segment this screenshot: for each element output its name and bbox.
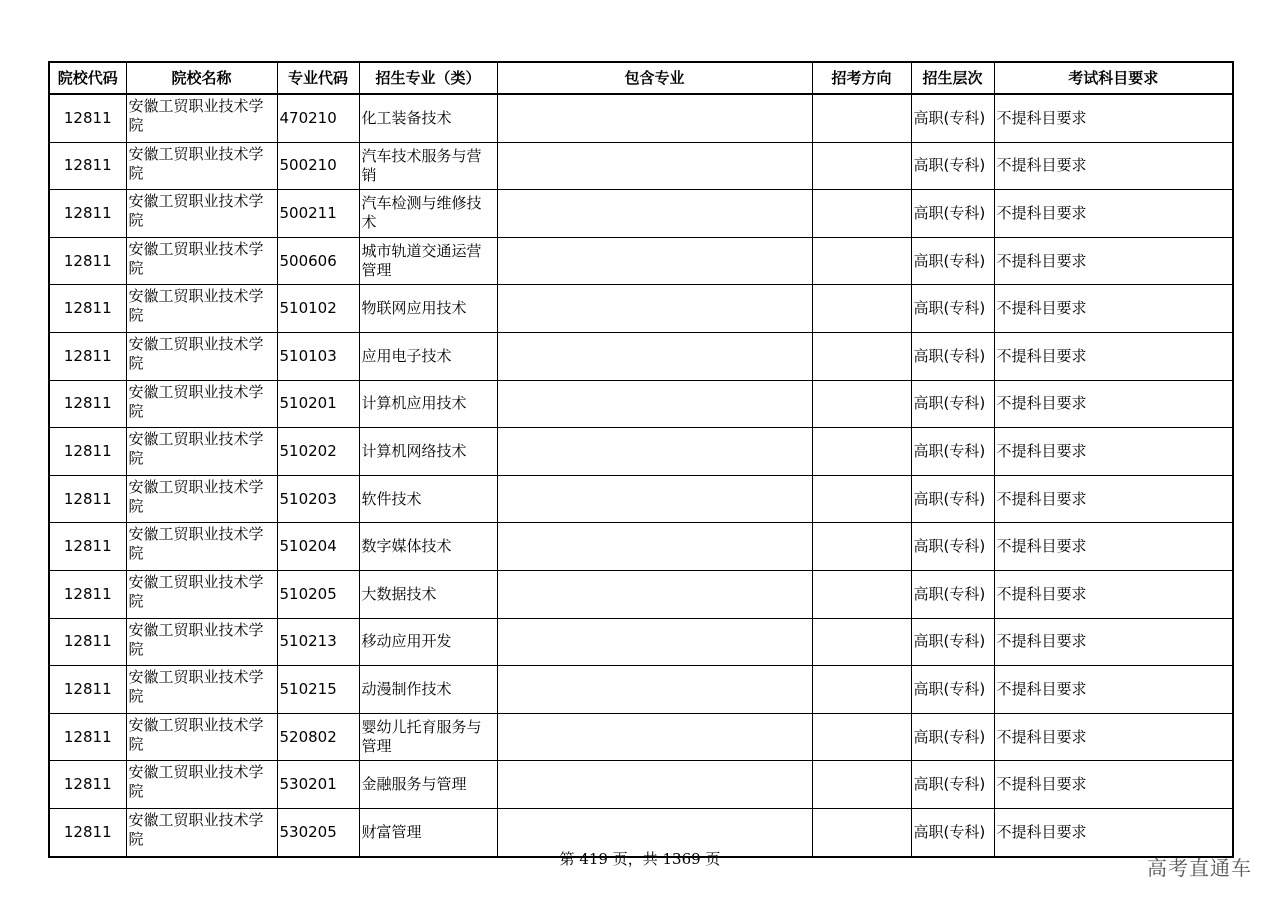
cell-level: 高职(专科) bbox=[911, 190, 994, 238]
table-body bbox=[49, 94, 1233, 857]
table-row bbox=[49, 285, 1233, 333]
cell-level: 高职(专科) bbox=[911, 428, 994, 476]
cell-requirement: 不提科目要求 bbox=[994, 666, 1233, 714]
cell-major: 金融服务与管理 bbox=[359, 761, 497, 809]
cell-level: 高职(专科) bbox=[911, 666, 994, 714]
cell-major-code: 510213 bbox=[277, 618, 359, 666]
header-major: 招生专业（类） bbox=[359, 62, 497, 94]
cell-major: 软件技术 bbox=[359, 475, 497, 523]
cell-school-code: 12811 bbox=[49, 666, 126, 714]
cell-requirement: 不提科目要求 bbox=[994, 713, 1233, 761]
cell-requirement: 不提科目要求 bbox=[994, 380, 1233, 428]
cell-requirement: 不提科目要求 bbox=[994, 428, 1233, 476]
table-row bbox=[49, 190, 1233, 238]
cell-level: 高职(专科) bbox=[911, 570, 994, 618]
table-row bbox=[49, 666, 1233, 714]
cell-school-name: 安徽工贸职业技术学院 bbox=[126, 570, 277, 618]
table-row bbox=[49, 332, 1233, 380]
cell-level: 高职(专科) bbox=[911, 713, 994, 761]
cell-school-name: 安徽工贸职业技术学院 bbox=[126, 666, 277, 714]
cell-major-code: 510204 bbox=[277, 523, 359, 571]
cell-major-code: 520802 bbox=[277, 713, 359, 761]
cell-school-name: 安徽工贸职业技术学院 bbox=[126, 761, 277, 809]
cell-school-code: 12811 bbox=[49, 332, 126, 380]
table-row bbox=[49, 713, 1233, 761]
cell-requirement: 不提科目要求 bbox=[994, 332, 1233, 380]
watermark-text: 高考直通车 bbox=[1147, 856, 1252, 880]
cell-major: 动漫制作技术 bbox=[359, 666, 497, 714]
table-row bbox=[49, 428, 1233, 476]
cell-major: 移动应用开发 bbox=[359, 618, 497, 666]
cell-school-name: 安徽工贸职业技术学院 bbox=[126, 190, 277, 238]
cell-school-name: 安徽工贸职业技术学院 bbox=[126, 380, 277, 428]
cell-includes bbox=[497, 666, 812, 714]
table-row bbox=[49, 237, 1233, 285]
cell-major: 大数据技术 bbox=[359, 570, 497, 618]
cell-includes bbox=[497, 570, 812, 618]
cell-school-code: 12811 bbox=[49, 570, 126, 618]
cell-school-name: 安徽工贸职业技术学院 bbox=[126, 237, 277, 285]
cell-direction bbox=[812, 475, 911, 523]
cell-school-code: 12811 bbox=[49, 713, 126, 761]
table-row bbox=[49, 523, 1233, 571]
header-includes: 包含专业 bbox=[497, 62, 812, 94]
cell-school-code: 12811 bbox=[49, 380, 126, 428]
cell-level: 高职(专科) bbox=[911, 142, 994, 190]
cell-school-name: 安徽工贸职业技术学院 bbox=[126, 713, 277, 761]
cell-major: 物联网应用技术 bbox=[359, 285, 497, 333]
cell-school-code: 12811 bbox=[49, 94, 126, 142]
cell-direction bbox=[812, 570, 911, 618]
cell-school-name: 安徽工贸职业技术学院 bbox=[126, 332, 277, 380]
cell-major-code: 510205 bbox=[277, 570, 359, 618]
cell-major: 数字媒体技术 bbox=[359, 523, 497, 571]
header-school-name: 院校名称 bbox=[126, 62, 277, 94]
cell-requirement: 不提科目要求 bbox=[994, 142, 1233, 190]
cell-includes bbox=[497, 713, 812, 761]
cell-level: 高职(专科) bbox=[911, 761, 994, 809]
cell-direction bbox=[812, 523, 911, 571]
cell-major-code: 510203 bbox=[277, 475, 359, 523]
cell-includes bbox=[497, 94, 812, 142]
cell-school-code: 12811 bbox=[49, 761, 126, 809]
cell-level: 高职(专科) bbox=[911, 618, 994, 666]
cell-level: 高职(专科) bbox=[911, 285, 994, 333]
cell-requirement: 不提科目要求 bbox=[994, 475, 1233, 523]
cell-includes bbox=[497, 523, 812, 571]
cell-direction bbox=[812, 142, 911, 190]
header-direction: 招考方向 bbox=[812, 62, 911, 94]
cell-major-code: 510102 bbox=[277, 285, 359, 333]
cell-includes bbox=[497, 761, 812, 809]
cell-requirement: 不提科目要求 bbox=[994, 570, 1233, 618]
cell-school-code: 12811 bbox=[49, 523, 126, 571]
table-row bbox=[49, 618, 1233, 666]
cell-school-code: 12811 bbox=[49, 428, 126, 476]
table-header-row bbox=[49, 62, 1233, 94]
cell-major: 计算机网络技术 bbox=[359, 428, 497, 476]
table-row bbox=[49, 761, 1233, 809]
table-row bbox=[49, 475, 1233, 523]
cell-major-code: 530205 bbox=[277, 808, 359, 856]
cell-direction bbox=[812, 428, 911, 476]
cell-level: 高职(专科) bbox=[911, 332, 994, 380]
cell-level: 高职(专科) bbox=[911, 523, 994, 571]
cell-direction bbox=[812, 332, 911, 380]
cell-school-name: 安徽工贸职业技术学院 bbox=[126, 808, 277, 856]
cell-direction bbox=[812, 237, 911, 285]
cell-includes bbox=[497, 285, 812, 333]
cell-direction bbox=[812, 380, 911, 428]
cell-major-code: 500211 bbox=[277, 190, 359, 238]
cell-requirement: 不提科目要求 bbox=[994, 761, 1233, 809]
cell-includes bbox=[497, 380, 812, 428]
cell-includes bbox=[497, 618, 812, 666]
cell-level: 高职(专科) bbox=[911, 475, 994, 523]
cell-school-name: 安徽工贸职业技术学院 bbox=[126, 523, 277, 571]
cell-major: 汽车检测与维修技术 bbox=[359, 190, 497, 238]
cell-school-name: 安徽工贸职业技术学院 bbox=[126, 94, 277, 142]
cell-includes bbox=[497, 237, 812, 285]
cell-major: 应用电子技术 bbox=[359, 332, 497, 380]
cell-includes bbox=[497, 428, 812, 476]
cell-school-name: 安徽工贸职业技术学院 bbox=[126, 475, 277, 523]
cell-school-code: 12811 bbox=[49, 808, 126, 856]
cell-requirement: 不提科目要求 bbox=[994, 285, 1233, 333]
header-school-code: 院校代码 bbox=[49, 62, 126, 94]
cell-school-name: 安徽工贸职业技术学院 bbox=[126, 285, 277, 333]
cell-major-code: 500210 bbox=[277, 142, 359, 190]
cell-major-code: 510202 bbox=[277, 428, 359, 476]
cell-major-code: 510215 bbox=[277, 666, 359, 714]
cell-school-code: 12811 bbox=[49, 190, 126, 238]
cell-major: 计算机应用技术 bbox=[359, 380, 497, 428]
table-row bbox=[49, 380, 1233, 428]
cell-direction bbox=[812, 666, 911, 714]
cell-includes bbox=[497, 190, 812, 238]
cell-requirement: 不提科目要求 bbox=[994, 237, 1233, 285]
cell-major-code: 500606 bbox=[277, 237, 359, 285]
cell-school-code: 12811 bbox=[49, 285, 126, 333]
cell-major: 城市轨道交通运营管理 bbox=[359, 237, 497, 285]
cell-school-name: 安徽工贸职业技术学院 bbox=[126, 428, 277, 476]
cell-major: 财富管理 bbox=[359, 808, 497, 856]
cell-direction bbox=[812, 190, 911, 238]
header-level: 招生层次 bbox=[911, 62, 994, 94]
cell-direction bbox=[812, 761, 911, 809]
cell-school-code: 12811 bbox=[49, 475, 126, 523]
cell-major-code: 530201 bbox=[277, 761, 359, 809]
cell-school-code: 12811 bbox=[49, 237, 126, 285]
table-row bbox=[49, 94, 1233, 142]
cell-major-code: 470210 bbox=[277, 94, 359, 142]
header-major-code: 专业代码 bbox=[277, 62, 359, 94]
cell-school-name: 安徽工贸职业技术学院 bbox=[126, 618, 277, 666]
cell-level: 高职(专科) bbox=[911, 237, 994, 285]
page-number: 第 419 页，共 1369 页 bbox=[559, 850, 721, 868]
cell-requirement: 不提科目要求 bbox=[994, 523, 1233, 571]
cell-school-code: 12811 bbox=[49, 142, 126, 190]
cell-requirement: 不提科目要求 bbox=[994, 808, 1233, 856]
cell-includes bbox=[497, 332, 812, 380]
table-row bbox=[49, 142, 1233, 190]
cell-level: 高职(专科) bbox=[911, 380, 994, 428]
cell-direction bbox=[812, 713, 911, 761]
cell-direction bbox=[812, 618, 911, 666]
cell-school-name: 安徽工贸职业技术学院 bbox=[126, 142, 277, 190]
cell-major-code: 510103 bbox=[277, 332, 359, 380]
cell-major: 婴幼儿托育服务与管理 bbox=[359, 713, 497, 761]
cell-direction bbox=[812, 94, 911, 142]
cell-requirement: 不提科目要求 bbox=[994, 94, 1233, 142]
cell-major-code: 510201 bbox=[277, 380, 359, 428]
cell-level: 高职(专科) bbox=[911, 808, 994, 856]
cell-direction bbox=[812, 285, 911, 333]
cell-major: 汽车技术服务与营销 bbox=[359, 142, 497, 190]
cell-level: 高职(专科) bbox=[911, 94, 994, 142]
header-requirement: 考试科目要求 bbox=[994, 62, 1233, 94]
cell-major: 化工装备技术 bbox=[359, 94, 497, 142]
enrollment-table bbox=[48, 61, 1234, 858]
cell-requirement: 不提科目要求 bbox=[994, 190, 1233, 238]
cell-includes bbox=[497, 142, 812, 190]
cell-school-code: 12811 bbox=[49, 618, 126, 666]
cell-includes bbox=[497, 475, 812, 523]
cell-requirement: 不提科目要求 bbox=[994, 618, 1233, 666]
table-row bbox=[49, 570, 1233, 618]
